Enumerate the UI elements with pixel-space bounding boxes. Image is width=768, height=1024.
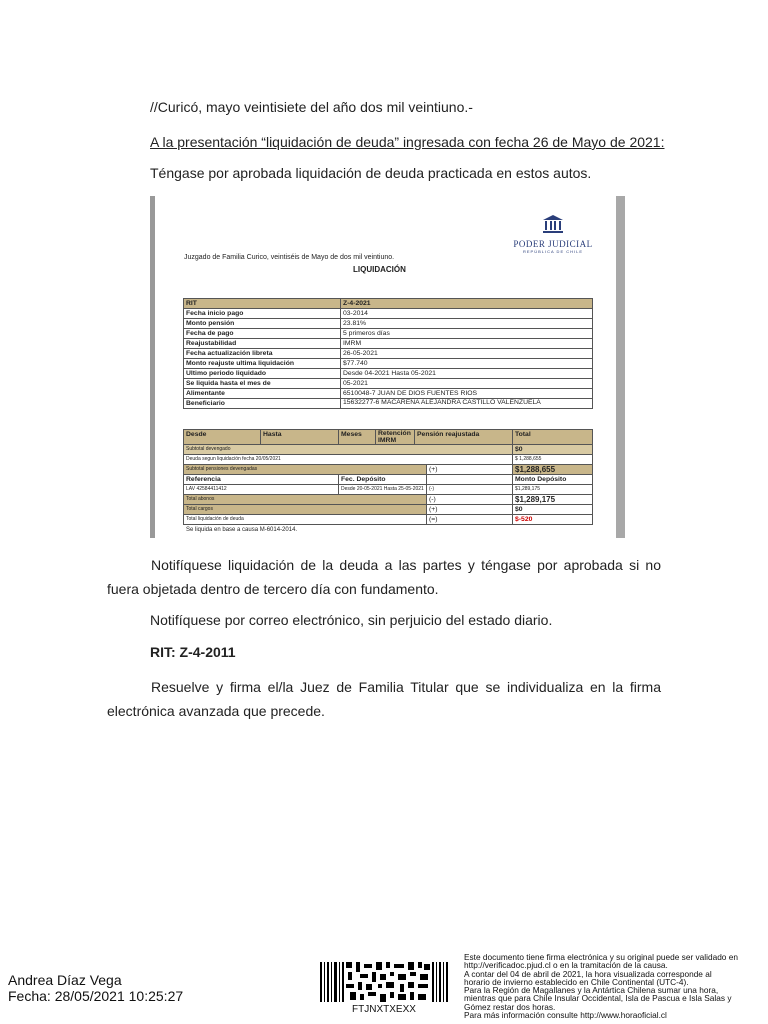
calculation-table <box>183 429 593 525</box>
subtotal-pensiones-row <box>184 465 593 475</box>
subtotal-devengado-value: $0 <box>513 445 593 455</box>
monto-value: $1,289,175 <box>513 485 593 495</box>
notification-paragraph: Notifíquese liquidación de la deuda a las partes y téngase por aprobada si no fuera objetada dentro de tercero día con fundamento. <box>107 557 661 597</box>
calc-header: Total <box>513 430 593 445</box>
deposit-header-row <box>184 475 593 485</box>
notice-line: A contar del 04 de abril de 2021, la hora visualizada corresponde al <box>464 968 712 979</box>
info-label: Monto reajuste ultima liquidación <box>184 359 341 369</box>
total-cargos-value: $0 <box>513 505 593 515</box>
info-value: Z-4-2021 <box>341 299 593 309</box>
signer-block <box>8 972 183 1004</box>
subtotal-devengado-label: Subtotal devengado <box>184 445 513 455</box>
calc-header: Pensión reajustada <box>415 430 513 445</box>
notice-line: Gómez restar dos horas. <box>464 1001 556 1012</box>
deuda-segun-label: Deuda segun liquidación fecha 20/05/2021 <box>184 455 513 465</box>
info-row <box>184 319 593 329</box>
ref-sign: (-) <box>426 485 512 495</box>
subtotal-devengado-row <box>184 445 593 455</box>
info-row <box>184 359 593 369</box>
barcode-code: FTJNXTXEXX <box>352 1004 416 1015</box>
notice-line: Este documento tiene firma electrónica y su original puede ser validado en <box>464 952 738 962</box>
info-label: Fecha inicio pago <box>184 309 341 319</box>
subtotal-pensiones-sign: (+) <box>426 465 512 475</box>
signer-date: Fecha: 28/05/2021 10:25:27 <box>8 988 184 1004</box>
info-value: 03-2014 <box>341 309 593 319</box>
fec-value: Desde 20-05-2021 Hasta 25-05-2021 <box>339 485 427 495</box>
deuda-segun-row <box>184 455 593 465</box>
rit-line: RIT: Z-4-2011 <box>150 644 236 660</box>
total-abonos-value: $1,289,175 <box>513 495 593 505</box>
calc-header-row <box>184 430 593 445</box>
total-liquidacion-label: Total liquidación de deuda <box>184 515 427 525</box>
subtotal-pensiones-label: Subtotal pensiones devengadas <box>184 465 427 475</box>
logo-subtitle: REPÚBLICA DE CHILE <box>522 249 583 254</box>
info-label: Monto pensión <box>184 319 341 329</box>
scan-footnote: Se liquida en base a causa M-6014-2014. <box>186 527 298 533</box>
total-cargos-label: Total cargos <box>184 505 427 515</box>
notice-line: Para más información consulte http://www.horaoficial.cl <box>464 1010 667 1021</box>
court-line: Juzgado de Familia Curico, veintiséis de Mayo de dos mil veintiuno. <box>184 254 395 261</box>
info-row <box>184 309 593 319</box>
info-label: Beneficiario <box>184 399 341 409</box>
subtotal-pensiones-value: $1,288,655 <box>513 465 593 475</box>
info-value: 5 primeros días <box>341 329 593 339</box>
deposit-row <box>184 485 593 495</box>
date-line: //Curicó, mayo veintisiete del año dos mil veintiuno.- <box>150 99 473 115</box>
total-liquidacion-sign: (=) <box>426 515 512 525</box>
info-label: Se liquida hasta el mes de <box>184 379 341 389</box>
info-row <box>184 369 593 379</box>
info-row <box>184 399 593 409</box>
info-value: 26-05-2021 <box>341 349 593 359</box>
info-value: IMRM <box>341 339 593 349</box>
barcode-icon <box>320 962 448 1006</box>
poder-judicial-logo <box>513 214 593 254</box>
info-table <box>183 298 593 409</box>
monto-header: Monto Depósito <box>513 475 593 485</box>
total-liquidacion-value: $-520 <box>513 515 593 525</box>
ref-header: Referencia <box>184 475 339 485</box>
email-notification: Notifíquese por correo electrónico, sin perjuicio del estado diario. <box>150 612 553 628</box>
approval-line: Téngase por aprobada liquidación de deuda practicada en estos autos. <box>150 165 592 181</box>
info-value: $77.740 <box>341 359 593 369</box>
total-cargos-row <box>184 505 593 515</box>
total-abonos-label: Total abonos <box>184 495 427 505</box>
notice-line: horario de invierno establecido en Chile Continental (UTC-4). <box>464 976 689 987</box>
info-row <box>184 349 593 359</box>
info-row <box>184 329 593 339</box>
courthouse-icon <box>542 214 564 234</box>
ref-value: LAV 42584411412 <box>184 485 339 495</box>
info-label: Fecha de pago <box>184 329 341 339</box>
info-label: RIT <box>184 299 341 309</box>
total-liquidacion-row <box>184 515 593 525</box>
liquidation-title: LIQUIDACIÓN <box>353 265 406 274</box>
deuda-segun-value: $ 1,288,655 <box>513 455 593 465</box>
total-cargos-sign: (+) <box>426 505 512 515</box>
validation-notice <box>464 953 762 1019</box>
info-row <box>184 389 593 399</box>
info-value: Desde 04-2021 Hasta 05-2021 <box>341 369 593 379</box>
info-value: 15632277-6 MACARENA ALEJANDRA CASTILLO VALENZUELA <box>341 399 593 409</box>
info-label: Fecha actualización libreta <box>184 349 341 359</box>
empty-cell <box>426 475 512 485</box>
notice-line: http://verificadoc.pjud.cl o en la tramitación de la causa. <box>464 960 668 971</box>
info-value: 6510048-7 JUAN DE DIOS FUENTES RIOS <box>341 389 593 399</box>
info-label: Ultimo periodo liquidado <box>184 369 341 379</box>
calc-header: Hasta <box>261 430 339 445</box>
info-value: 05-2021 <box>341 379 593 389</box>
info-row <box>184 339 593 349</box>
liquidation-scan <box>150 196 625 538</box>
info-value: 23.81% <box>341 319 593 329</box>
calc-header: Retención IMRM <box>376 430 415 445</box>
signature-paragraph: Resuelve y firma el/la Juez de Familia Titular que se individualiza en la firma electrónica avanzada que precede. <box>107 679 661 719</box>
calc-header: Desde <box>184 430 261 445</box>
signer-name: Andrea Díaz Vega <box>8 972 122 988</box>
notice-line: mientras que para Chile Insular Occidental, Isla de Pascua e Isla Salas y <box>464 993 732 1004</box>
presentation-reference: A la presentación “liquidación de deuda” ingresada con fecha 26 de Mayo de 2021: <box>150 134 665 150</box>
total-abonos-row <box>184 495 593 505</box>
notice-line: Para la Región de Magallanes y la Antártica Chilena sumar una hora, <box>464 985 719 996</box>
info-label: Alimentante <box>184 389 341 399</box>
logo-name: PODER JUDICIAL <box>513 239 593 249</box>
fec-header: Fec. Depósito <box>339 475 427 485</box>
total-abonos-sign: (-) <box>426 495 512 505</box>
info-row <box>184 299 593 309</box>
calc-header: Meses <box>339 430 376 445</box>
info-label: Reajustabilidad <box>184 339 341 349</box>
info-row <box>184 379 593 389</box>
